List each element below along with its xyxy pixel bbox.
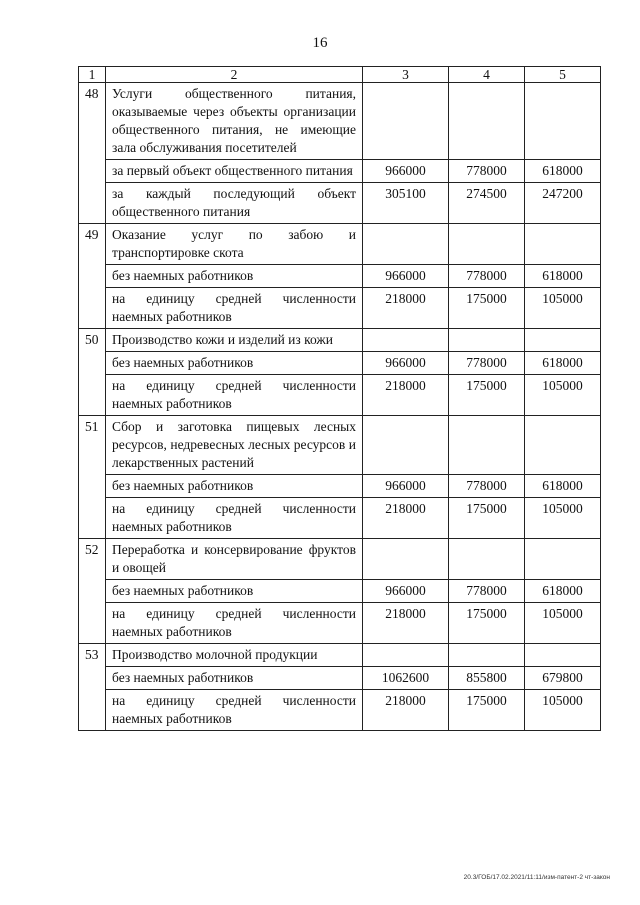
value-col-3: 966000 — [363, 160, 449, 183]
footer-reference: 20.3/ГОБ/17.02.2021/11:11/изм-патент-2 чт-закон — [463, 874, 610, 881]
value-col-5: 618000 — [525, 265, 601, 288]
row-description: Услуги общественного питания, оказываемые через объекты организации общественного питания, не имеющие зала обслуживания посетителей — [106, 83, 363, 160]
value-col-5: 105000 — [525, 375, 601, 416]
row-description: без наемных работников — [106, 265, 363, 288]
row-number: 49 — [79, 224, 106, 329]
value-col-3 — [363, 416, 449, 475]
row-description: на единицу средней численности наемных работников — [106, 375, 363, 416]
row-description: Переработка и консервирование фруктов и овощей — [106, 539, 363, 580]
row-description: Сбор и заготовка пищевых лесных ресурсов, недревесных лесных ресурсов и лекарственных растений — [106, 416, 363, 475]
row-description: без наемных работников — [106, 580, 363, 603]
row-number: 51 — [79, 416, 106, 539]
value-col-4: 778000 — [449, 265, 525, 288]
row-description: на единицу средней численности наемных работников — [106, 690, 363, 731]
value-col-5: 247200 — [525, 183, 601, 224]
table-row — [79, 498, 601, 539]
column-header: 5 — [525, 67, 601, 83]
tariff-table — [78, 66, 601, 731]
value-col-5 — [525, 644, 601, 667]
value-col-3: 218000 — [363, 603, 449, 644]
table-row — [79, 667, 601, 690]
table-row — [79, 265, 601, 288]
table-row — [79, 475, 601, 498]
value-col-3: 966000 — [363, 352, 449, 375]
row-description: Производство молочной продукции — [106, 644, 363, 667]
row-description: без наемных работников — [106, 352, 363, 375]
value-col-4 — [449, 539, 525, 580]
value-col-4: 175000 — [449, 288, 525, 329]
value-col-3: 966000 — [363, 265, 449, 288]
table-row — [79, 352, 601, 375]
column-header: 3 — [363, 67, 449, 83]
value-col-4: 778000 — [449, 160, 525, 183]
table-row — [79, 329, 601, 352]
value-col-5: 618000 — [525, 580, 601, 603]
row-description: Оказание услуг по забою и транспортировке скота — [106, 224, 363, 265]
value-col-3: 218000 — [363, 288, 449, 329]
value-col-4: 778000 — [449, 352, 525, 375]
row-description: за первый объект общественного питания — [106, 160, 363, 183]
table-row — [79, 539, 601, 580]
table-row — [79, 183, 601, 224]
value-col-5: 679800 — [525, 667, 601, 690]
value-col-3 — [363, 83, 449, 160]
row-number: 48 — [79, 83, 106, 224]
row-description: за каждый последующий объект общественного питания — [106, 183, 363, 224]
value-col-5: 105000 — [525, 603, 601, 644]
table-row — [79, 83, 601, 160]
value-col-5: 618000 — [525, 352, 601, 375]
table-row — [79, 416, 601, 475]
value-col-4: 175000 — [449, 375, 525, 416]
value-col-5 — [525, 416, 601, 475]
value-col-4: 175000 — [449, 603, 525, 644]
table-row — [79, 580, 601, 603]
table-row — [79, 224, 601, 265]
value-col-3: 966000 — [363, 580, 449, 603]
value-col-5 — [525, 329, 601, 352]
column-header: 1 — [79, 67, 106, 83]
table-row — [79, 644, 601, 667]
row-number: 52 — [79, 539, 106, 644]
value-col-4 — [449, 83, 525, 160]
value-col-5 — [525, 83, 601, 160]
row-number: 50 — [79, 329, 106, 416]
value-col-3 — [363, 539, 449, 580]
value-col-4: 855800 — [449, 667, 525, 690]
value-col-5 — [525, 224, 601, 265]
table-row — [79, 288, 601, 329]
value-col-4 — [449, 416, 525, 475]
column-header: 4 — [449, 67, 525, 83]
row-number: 53 — [79, 644, 106, 731]
value-col-5: 618000 — [525, 160, 601, 183]
row-description: без наемных работников — [106, 667, 363, 690]
value-col-5: 105000 — [525, 498, 601, 539]
value-col-5: 105000 — [525, 690, 601, 731]
page-number: 16 — [312, 35, 328, 51]
value-col-3: 218000 — [363, 375, 449, 416]
value-col-4: 778000 — [449, 475, 525, 498]
value-col-5: 105000 — [525, 288, 601, 329]
column-header: 2 — [106, 67, 363, 83]
row-description: на единицу средней численности наемных работников — [106, 498, 363, 539]
value-col-5: 618000 — [525, 475, 601, 498]
table-row — [79, 375, 601, 416]
value-col-4 — [449, 224, 525, 265]
value-col-4: 175000 — [449, 690, 525, 731]
row-description: на единицу средней численности наемных работников — [106, 288, 363, 329]
table-row — [79, 160, 601, 183]
value-col-3: 218000 — [363, 498, 449, 539]
table-row — [79, 690, 601, 731]
value-col-3: 966000 — [363, 475, 449, 498]
table-header-row — [79, 67, 601, 83]
value-col-3 — [363, 224, 449, 265]
value-col-3: 218000 — [363, 690, 449, 731]
value-col-3 — [363, 644, 449, 667]
row-description: на единицу средней численности наемных работников — [106, 603, 363, 644]
value-col-4 — [449, 329, 525, 352]
value-col-3: 1062600 — [363, 667, 449, 690]
row-description: Производство кожи и изделий из кожи — [106, 329, 363, 352]
value-col-4: 778000 — [449, 580, 525, 603]
value-col-4: 274500 — [449, 183, 525, 224]
value-col-4 — [449, 644, 525, 667]
row-description: без наемных работников — [106, 475, 363, 498]
value-col-3 — [363, 329, 449, 352]
value-col-5 — [525, 539, 601, 580]
value-col-4: 175000 — [449, 498, 525, 539]
value-col-3: 305100 — [363, 183, 449, 224]
table-row — [79, 603, 601, 644]
